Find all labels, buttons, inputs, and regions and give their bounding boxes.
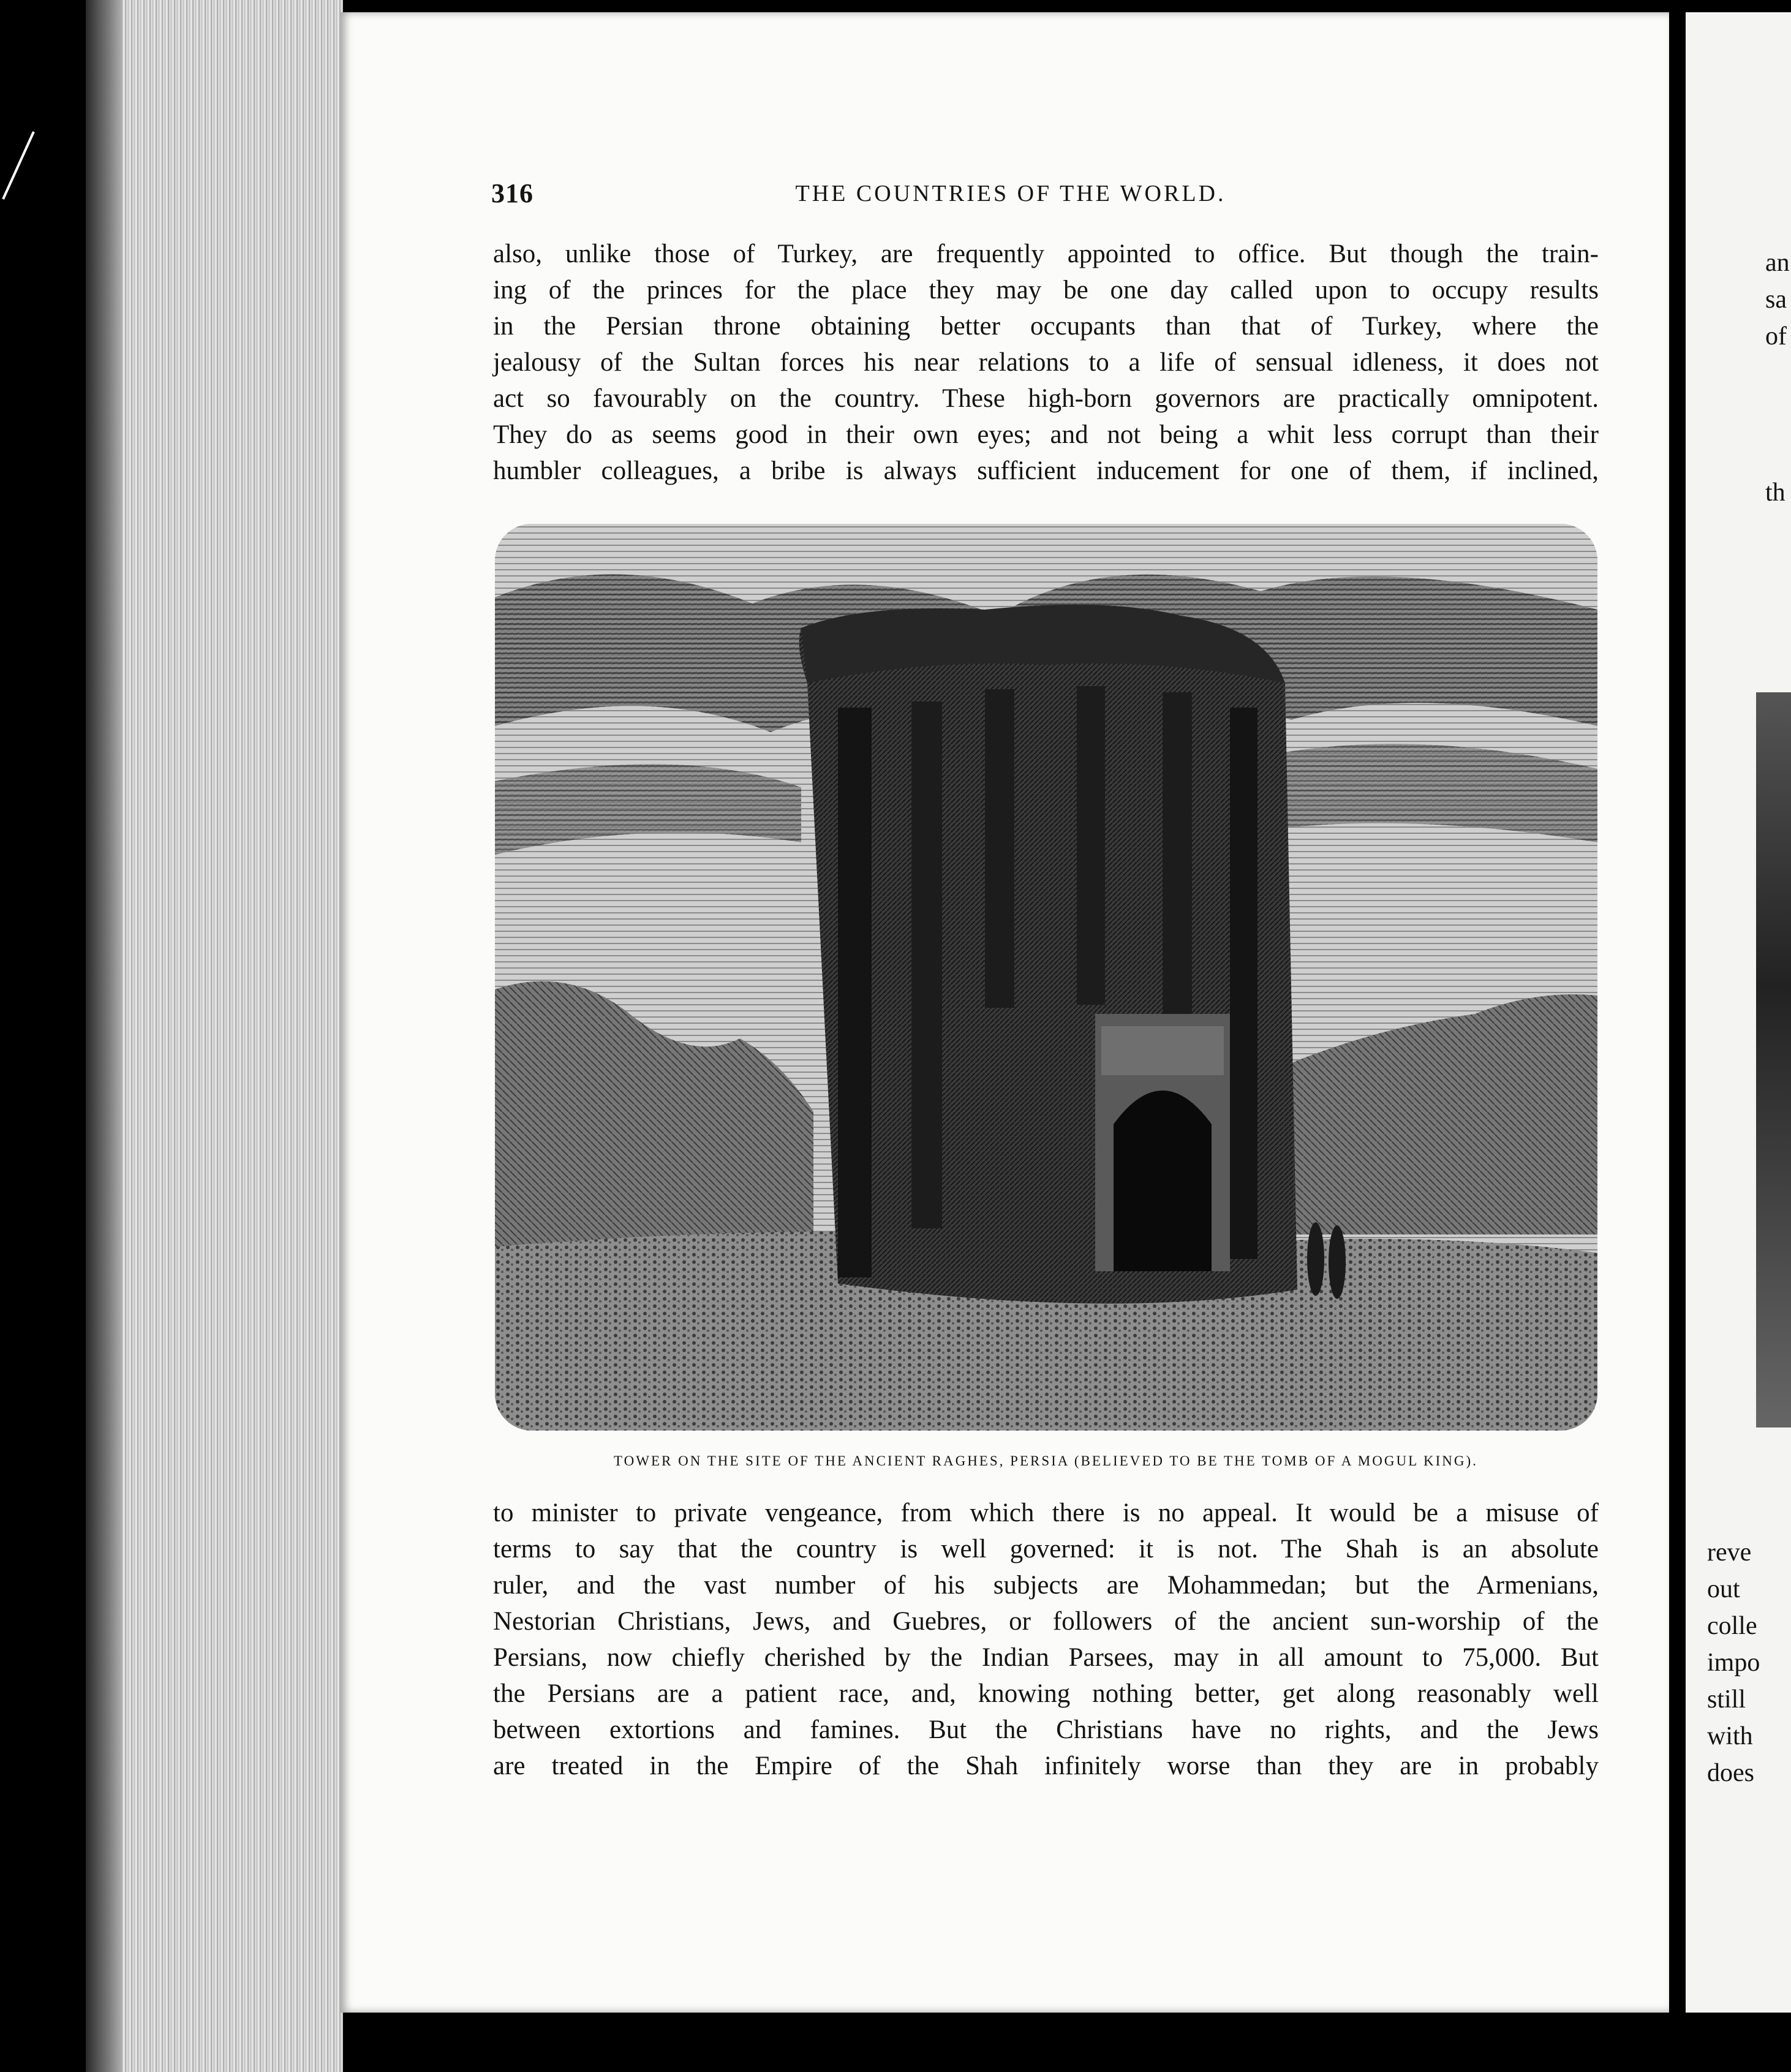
facing-page-fragment: still <box>1707 1685 1746 1714</box>
facing-page-fragment: does <box>1707 1759 1754 1787</box>
text-line: Persians, now chiefly cherished by the Indian Parsees, may in all amount to 75,000. But <box>493 1643 1599 1672</box>
text-line: between extortions and famines. But the Christians have no rights, and the Jews <box>493 1715 1599 1744</box>
book-gutter <box>1669 0 1686 2072</box>
facing-page-fragment: th <box>1765 478 1785 507</box>
facing-page-fragment: sa <box>1765 285 1787 314</box>
text-line: to minister to private vengeance, from which there is no appeal. It would be a misuse of <box>493 1499 1599 1527</box>
text-line: in the Persian throne obtaining better occupants than that of Turkey, where the <box>493 312 1599 341</box>
page-number: 316 <box>491 178 534 208</box>
facing-page-fragment: with <box>1707 1722 1753 1750</box>
book-spine-shadow <box>86 0 123 2072</box>
illustration-caption: TOWER ON THE SITE OF THE ANCIENT RAGHES, PERSIA (BELIEVED TO BE THE TOMB OF A MOGUL KING). <box>614 1453 1478 1469</box>
facing-page-fragment: colle <box>1707 1612 1757 1640</box>
facing-page-illustration-edge <box>1756 692 1791 1427</box>
text-line: the Persians are a patient race, and, knowing nothing better, get along reasonably well <box>493 1679 1599 1708</box>
facing-page-sliver <box>1686 12 1791 2013</box>
facing-page-fragment: out <box>1707 1575 1740 1603</box>
body-paragraph-top <box>493 236 1599 489</box>
scan-corner-mark <box>0 129 37 202</box>
body-paragraph-bottom <box>493 1495 1599 1784</box>
text-line: humbler colleagues, a bribe is always sufficient inducement for one of them, if inclined, <box>493 456 1599 485</box>
text-line: jealousy of the Sultan forces his near relations to a life of sensual idleness, it does not <box>493 348 1599 377</box>
text-line: They do as seems good in their own eyes; and not being a whit less corrupt than their <box>493 420 1599 449</box>
text-line: ing of the princes for the place they may be one day called upon to occupy results <box>493 276 1599 304</box>
facing-page-fragment: reve <box>1707 1538 1752 1567</box>
facing-page-fragment: impo <box>1707 1649 1760 1677</box>
running-head: THE COUNTRIES OF THE WORLD. <box>795 181 1226 206</box>
engraving-tower-illustration <box>495 524 1597 1431</box>
text-line: also, unlike those of Turkey, are frequently appointed to office. But though the train- <box>493 240 1599 268</box>
facing-page-fragment: of <box>1765 322 1787 350</box>
text-line: ruler, and the vast number of his subjects are Mohammedan; but the Armenians, <box>493 1571 1599 1600</box>
text-line: Nestorian Christians, Jews, and Guebres, or followers of the ancient sun-worship of the <box>493 1607 1599 1636</box>
text-line: terms to say that the country is well governed: it is not. The Shah is an absolute <box>493 1535 1599 1563</box>
book-page-stack <box>86 0 343 2072</box>
facing-page-fragment: an <box>1765 249 1790 277</box>
text-line: act so favourably on the country. These high-born governors are practically omnipotent. <box>493 384 1599 413</box>
text-line: are treated in the Empire of the Shah infinitely worse than they are in probably <box>493 1752 1599 1780</box>
